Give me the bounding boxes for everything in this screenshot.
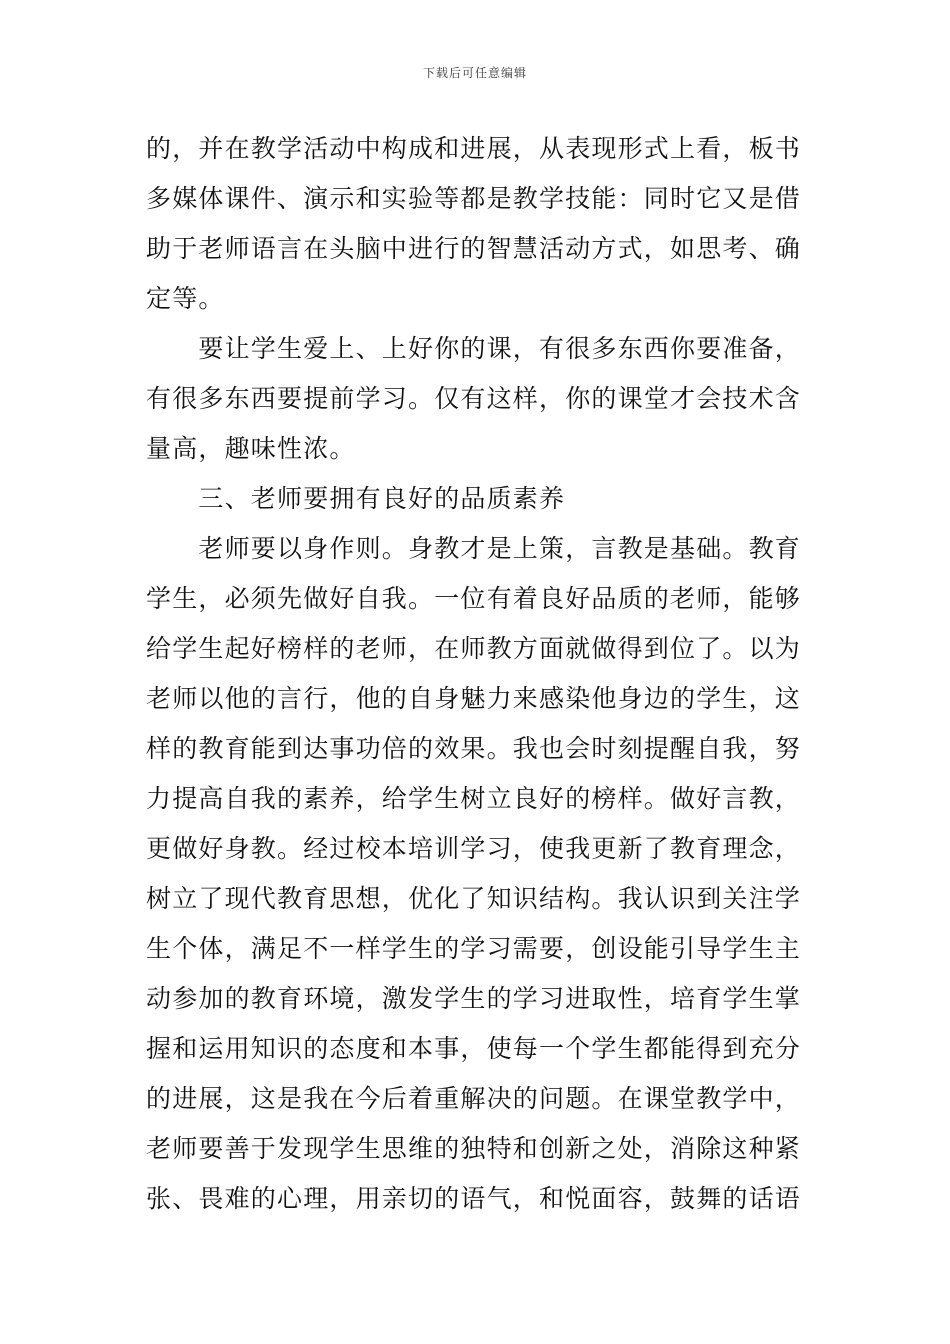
text-line: 样的教育能到达事功倍的效果。我也会时刻提醒自我，努 — [146, 734, 802, 763]
text-line: 定等。 — [146, 284, 225, 313]
text-line: 助于老师语言在头脑中进行的智慧活动方式，如思考、确 — [146, 234, 802, 263]
text-line: 老师要以身作则。身教才是上策，言教是基础。教育 — [146, 534, 802, 563]
text-line: 老师以他的言行，他的自身魅力来感染他身边的学生，这 — [146, 684, 802, 713]
text-line: 有很多东西要提前学习。仅有这样，你的课堂才会技术含 — [146, 384, 802, 413]
text-line: 给学生起好榜样的老师，在师教方面就做得到位了。以为 — [146, 634, 802, 663]
section-heading: 三、老师要拥有良好的品质素养 — [146, 484, 566, 513]
text-line: 的，并在教学活动中构成和进展，从表现形式上看，板书 — [146, 134, 802, 163]
text-line: 张、畏难的心理，用亲切的语气，和悦面容，鼓舞的话语 — [146, 1184, 802, 1213]
text-line: 量高，趣味性浓。 — [146, 434, 356, 463]
text-line: 更做好身教。经过校本培训学习，使我更新了教育理念， — [146, 834, 802, 863]
text-line: 动参加的教育环境，激发学生的学习进取性，培育学生掌 — [146, 984, 802, 1013]
text-line: 学生，必须先做好自我。一位有着良好品质的老师，能够 — [146, 584, 802, 613]
text-line: 树立了现代教育思想，优化了知识结构。我认识到关注学 — [146, 884, 802, 913]
text-line: 多媒体课件、演示和实验等都是教学技能：同时它又是借 — [146, 184, 802, 213]
text-line: 老师要善于发现学生思维的独特和创新之处，消除这种紧 — [146, 1134, 802, 1163]
text-line: 要让学生爱上、上好你的课，有很多东西你要准备， — [146, 334, 802, 363]
page-header: 下载后可任意编辑 — [422, 66, 527, 80]
text-line: 力提高自我的素养，给学生树立良好的榜样。做好言教， — [146, 784, 802, 813]
text-line: 生个体，满足不一样学生的学习需要，创设能引导学生主 — [146, 934, 802, 963]
text-line: 握和运用知识的态度和本事，使每一个学生都能得到充分 — [146, 1034, 802, 1063]
text-line: 的进展，这是我在今后着重解决的问题。在课堂教学中， — [146, 1084, 802, 1113]
